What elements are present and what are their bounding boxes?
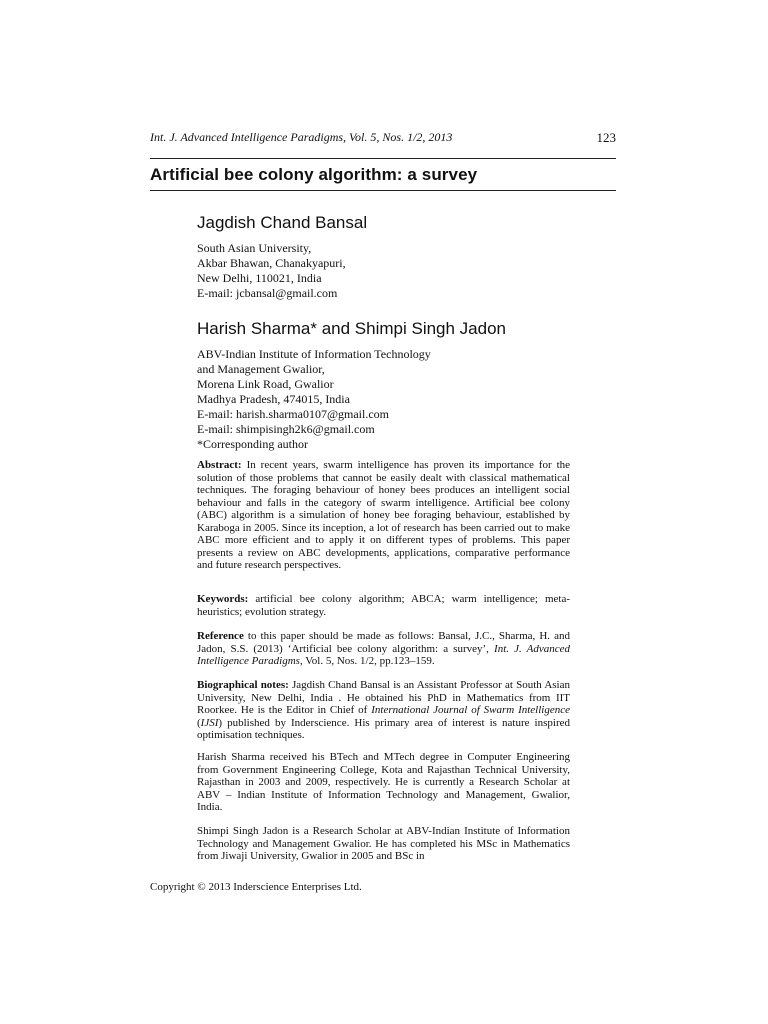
reference-journal: Int. J. Advanced Intelligence Paradigms bbox=[197, 642, 571, 667]
bio-text: Jagdish Chand Bansal is an Assistant Professor at South Asian University, New Delhi, India . He obtained his PhD in Mathematics from IIT Roorkee. He is the Editor in Chief of bbox=[197, 679, 571, 716]
author-name-1: Jagdish Chand Bansal bbox=[197, 213, 368, 232]
header-rule bbox=[150, 158, 616, 159]
reference-text-tail: , Vol. 5, Nos. 1/2, pp.123–159. bbox=[299, 655, 435, 667]
affiliation-line: and Management Gwalior, bbox=[197, 362, 325, 376]
affiliation-line: Madhya Pradesh, 474015, India bbox=[197, 392, 350, 406]
bio-sharma: Harish Sharma received his BTech and MTech degree in Computer Engineering from Government Engineering College, Kota and Rajasthan Technical University, Rajasthan in 2003 and 2009, respectively. He is currently a Research Scholar at ABV – Indian Institute of Information Technology and Management, Gwalior, India. bbox=[197, 751, 570, 813]
affiliation-email: E-mail: jcbansal@gmail.com bbox=[197, 286, 338, 300]
abstract bbox=[197, 459, 570, 572]
affiliation-line: New Delhi, 110021, India bbox=[197, 271, 322, 285]
affiliation-line: Morena Link Road, Gwalior bbox=[197, 377, 334, 391]
bio-text-tail: ) published by Inderscience. His primary area of interest is nature inspired optimisation techniques. bbox=[197, 716, 570, 741]
reference bbox=[197, 630, 570, 668]
affiliation-email: E-mail: shimpisingh2k6@gmail.com bbox=[197, 422, 375, 436]
author-affiliation-2 bbox=[197, 347, 431, 452]
bio-jadon: Shimpi Singh Jadon is a Research Scholar at ABV-Indian Institute of Information Technology and Management Gwalior. He has completed his MSc in Mathematics from Jiwaji University, Gwalior in 2005 and BSc in bbox=[197, 825, 570, 862]
bio-journal-abbr: IJSI bbox=[200, 716, 219, 729]
author-affiliation-1 bbox=[197, 241, 346, 301]
bio-text-paren: ( bbox=[197, 716, 201, 729]
biographical-notes bbox=[197, 679, 570, 742]
journal-header: Int. J. Advanced Intelligence Paradigms, Vol. 5, Nos. 1/2, 2013 bbox=[150, 130, 453, 144]
paper-title: Artificial bee colony algorithm: a survey bbox=[150, 165, 478, 184]
title-rule bbox=[150, 190, 616, 191]
reference-label: Reference bbox=[197, 630, 244, 642]
abstract-text: In recent years, swarm intelligence has proven its importance for the solution of those problems that cannot be easily dealt with classical mathematical techniques. The foraging behaviour of honey bees produces an intelligent social behaviour and falls in the category of swarm intelligence. Artificial bee colony (ABC) algorithm is a simulation of honey bee foraging behaviour, established by Karaboga in 2005. Since its inception, a lot of research has been carried out to make ABC more efficient and to apply it on different types of problems. This paper presents a review on ABC developments, applications, comparative performance and future research perspectives. bbox=[197, 459, 571, 571]
bio-journal: International Journal of Swarm Intelligence bbox=[371, 704, 570, 716]
affiliation-line: ABV-Indian Institute of Information Technology bbox=[197, 347, 431, 361]
affiliation-email: E-mail: harish.sharma0107@gmail.com bbox=[197, 407, 390, 421]
keywords bbox=[197, 593, 570, 618]
affiliation-line: Akbar Bhawan, Chanakyapuri, bbox=[197, 256, 346, 270]
corresponding-author-note: *Corresponding author bbox=[197, 437, 308, 451]
keywords-label: Keywords: bbox=[197, 593, 249, 605]
affiliation-line: South Asian University, bbox=[197, 241, 312, 255]
copyright-footer: Copyright © 2013 Inderscience Enterprises Ltd. bbox=[150, 881, 362, 893]
author-name-2: Harish Sharma* and Shimpi Singh Jadon bbox=[197, 319, 507, 338]
keywords-text: artificial bee colony algorithm; ABCA; warm intelligence; meta-heuristics; evolution strategy. bbox=[197, 593, 571, 618]
page-number: 123 bbox=[596, 130, 616, 145]
reference-text: to this paper should be made as follows: Bansal, J.C., Sharma, H. and Jadon, S.S. (2013) ‘Artificial bee colony algorithm: a survey’, bbox=[197, 630, 571, 655]
abstract-label: Abstract: bbox=[197, 459, 242, 471]
bio-label: Biographical notes: bbox=[197, 679, 289, 691]
